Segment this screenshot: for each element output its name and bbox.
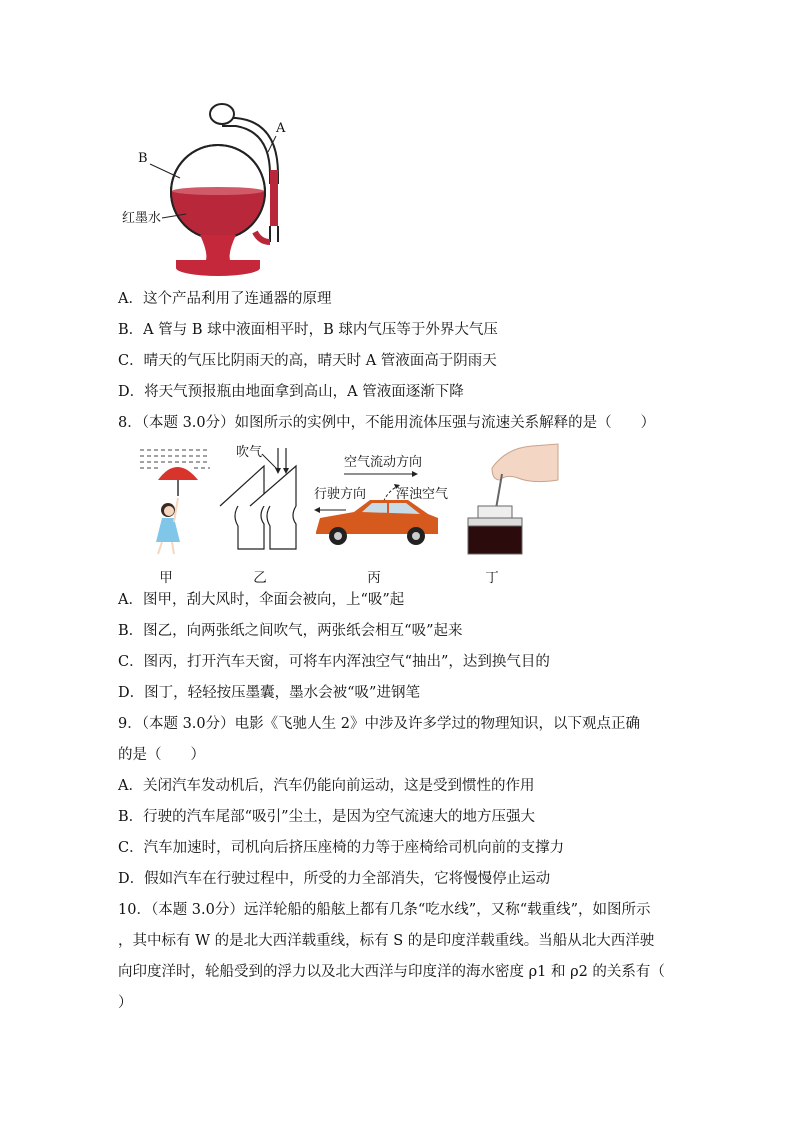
q8-option-b: B．图乙，向两张纸之间吹气，两张纸会相互“吸”起来 xyxy=(118,623,463,639)
label-a: A xyxy=(276,121,286,136)
stem xyxy=(200,235,236,260)
q8-stem: 8．（本题 3.0分）如图所示的实例中，不能用流体压强与流速关系解释的是（ ） xyxy=(118,415,656,431)
paper-left xyxy=(220,466,264,549)
girl-dress xyxy=(156,518,180,542)
q10-line2: ，其中标有 W 的是北大西洋载重线，标有 S 的是印度洋载重线。当船从北大西洋驶 xyxy=(118,933,655,949)
q8-option-d: D．图丁，轻轻按压墨囊，墨水会被“吸”进钢笔 xyxy=(118,685,420,701)
blow-label: 吹气 xyxy=(236,445,263,460)
q10-line4: ） xyxy=(118,995,133,1011)
q9-stem-line2: 的是（ ） xyxy=(118,747,205,763)
q10-line3: 向印度洋时，轮船受到的浮力以及北大西洋与印度洋的海水密度 ρ1 和 ρ2 的关系有（ xyxy=(118,964,665,980)
q7-option-a: A．这个产品利用了连通器的原理 xyxy=(118,291,332,307)
travel-label: 行驶方向 xyxy=(314,487,367,502)
top-bulb xyxy=(210,104,234,124)
q7-option-d: D．将天气预报瓶由地面拿到高山，A 管液面逐渐下降 xyxy=(118,384,464,400)
q7-option-b: B．A 管与 B 球中液面相平时，B 球内气压等于外界大气压 xyxy=(118,322,498,338)
q9-option-c: C．汽车加速时，司机向后挤压座椅的力等于座椅给司机向前的支撑力 xyxy=(118,840,565,856)
label-red-ink: 红墨水 xyxy=(122,211,162,226)
caption-jia: 甲 xyxy=(159,570,173,586)
q10-line1: 10．（本题 3.0分）远洋轮船的船舷上都有几条“吃水线”，又称“载重线”，如图所示 xyxy=(118,902,651,918)
q9-stem-line1: 9．（本题 3.0分）电影《飞驰人生 2》中涉及许多学过的物理知识，以下观点正确 xyxy=(118,716,640,732)
weather-bottle-figure xyxy=(122,92,300,282)
tube-a-liquid xyxy=(270,170,278,226)
q7-option-c: C．晴天的气压比阴雨天的高，晴天时 A 管液面高于阴雨天 xyxy=(118,353,497,369)
air-flow-label: 空气流动方向 xyxy=(344,455,423,470)
caption-yi: 乙 xyxy=(253,570,267,586)
q9-option-a: A．关闭汽车发动机后，汽车仍能向前运动，这是受到惯性的作用 xyxy=(118,778,535,794)
figure-bing-car xyxy=(308,452,448,552)
dirty-air-label: 浑浊空气 xyxy=(396,487,449,502)
caption-bing: 丙 xyxy=(367,570,381,586)
bottle-neck xyxy=(478,506,512,518)
q9-option-d: D．假如汽车在行驶过程中，所受的力全部消失，它将慢慢停止运动 xyxy=(118,871,551,887)
figure-jia-umbrella xyxy=(140,444,220,564)
label-b: B xyxy=(138,151,148,166)
figure-yi-papers xyxy=(214,444,314,559)
caption-ding: 丁 xyxy=(485,570,499,586)
umbrella-icon xyxy=(158,467,198,480)
q9-option-b: B．行驶的汽车尾部“吸引”尘土，是因为空气流速大的地方压强大 xyxy=(118,809,535,825)
q8-option-a: A．图甲，刮大风时，伞面会被向，上“吸”起 xyxy=(118,592,405,608)
figure-ding-inkpen xyxy=(462,440,562,560)
q8-option-c: C．图丙，打开汽车天窗，可将车内浑浊空气“抽出”，达到换气目的 xyxy=(118,654,550,670)
